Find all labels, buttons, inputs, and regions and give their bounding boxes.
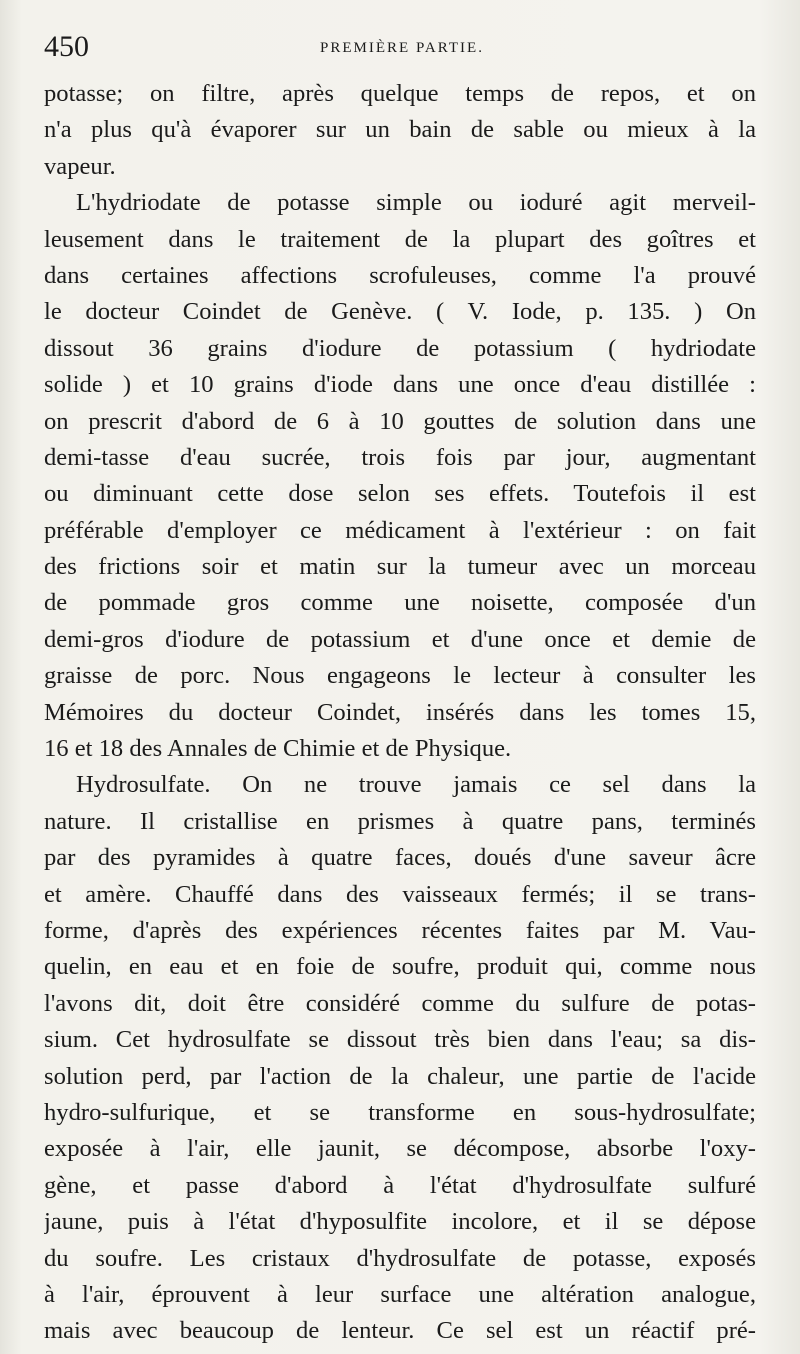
page-header — [44, 30, 760, 64]
text-line: on prescrit d'abord de 6 à 10 gouttes de solution dans une — [44, 407, 756, 435]
text-line: L'hydriodate de potasse simple ou ioduré agit merveil- — [76, 189, 756, 217]
text-line: sium. Cet hydrosulfate se dissout très bien dans l'eau; sa dis- — [44, 1026, 756, 1054]
text-line: quelin, en eau et en foie de soufre, produit qui, comme nous — [44, 953, 756, 981]
page-number: 450 — [44, 30, 89, 63]
body-text — [44, 76, 756, 1350]
text-line: Hydrosulfate. On ne trouve jamais ce sel dans la — [76, 771, 756, 799]
text-line: ou diminuant cette dose selon ses effets. Toutefois il est — [44, 480, 756, 508]
text-line: jaune, puis à l'état d'hyposulfite incolore, et il se dépose — [44, 1208, 756, 1236]
text-line: mais avec beaucoup de lenteur. Ce sel est un réactif pré- — [44, 1317, 756, 1345]
text-line: l'avons dit, doit être considéré comme du sulfure de potas- — [44, 989, 756, 1017]
text-line: nature. Il cristallise en prismes à quatre pans, terminés — [44, 807, 756, 835]
text-line: dans certaines affections scrofuleuses, comme l'a prouvé — [44, 261, 756, 289]
text-line: graisse de porc. Nous engageons le lecteur à consulter les — [44, 662, 756, 690]
text-line: le docteur Coindet de Genève. ( V. Iode, p. 135. ) On — [44, 298, 756, 326]
text-line: demi-tasse d'eau sucrée, trois fois par jour, augmentant — [44, 443, 756, 471]
text-line: demi-gros d'iodure de potassium et d'une once et demie de — [44, 625, 756, 653]
text-line: 16 et 18 des Annales de Chimie et de Physique. — [44, 735, 512, 763]
text-line: n'a plus qu'à évaporer sur un bain de sable ou mieux à la — [44, 116, 756, 144]
text-line: Mémoires du docteur Coindet, insérés dans les tomes 15, — [44, 698, 756, 726]
text-line: solution perd, par l'action de la chaleur, une partie de l'acide — [44, 1062, 756, 1090]
text-line: des frictions soir et matin sur la tumeur avec un morceau — [44, 553, 756, 581]
running-head: PREMIÈRE PARTIE. — [320, 40, 484, 56]
text-line: et amère. Chauffé dans des vaisseaux fermés; il se trans- — [44, 880, 756, 908]
text-line: forme, d'après des expériences récentes faites par M. Vau- — [44, 916, 756, 944]
text-line: gène, et passe d'abord à l'état d'hydrosulfate sulfuré — [44, 1171, 756, 1199]
text-line: préférable d'employer ce médicament à l'extérieur : on fait — [44, 516, 756, 544]
text-line: potasse; on filtre, après quelque temps de repos, et on — [44, 80, 756, 107]
text-line: à l'air, éprouvent à leur surface une altération analogue, — [44, 1280, 756, 1308]
text-line: de pommade gros comme une noisette, composée d'un — [44, 589, 756, 617]
text-line: leusement dans le traitement de la plupart des goîtres et — [44, 225, 756, 253]
text-line: du soufre. Les cristaux d'hydrosulfate de potasse, exposés — [44, 1244, 756, 1272]
text-line: hydro-sulfurique, et se transforme en sous-hydrosulfate; — [44, 1098, 756, 1126]
text-line: solide ) et 10 grains d'iode dans une once d'eau distillée : — [44, 371, 756, 399]
text-line: dissout 36 grains d'iodure de potassium ( hydriodate — [44, 334, 756, 362]
text-line: par des pyramides à quatre faces, doués d'une saveur âcre — [44, 844, 756, 872]
text-line: exposée à l'air, elle jaunit, se décompose, absorbe l'oxy- — [44, 1135, 756, 1163]
text-line: vapeur. — [44, 152, 116, 180]
